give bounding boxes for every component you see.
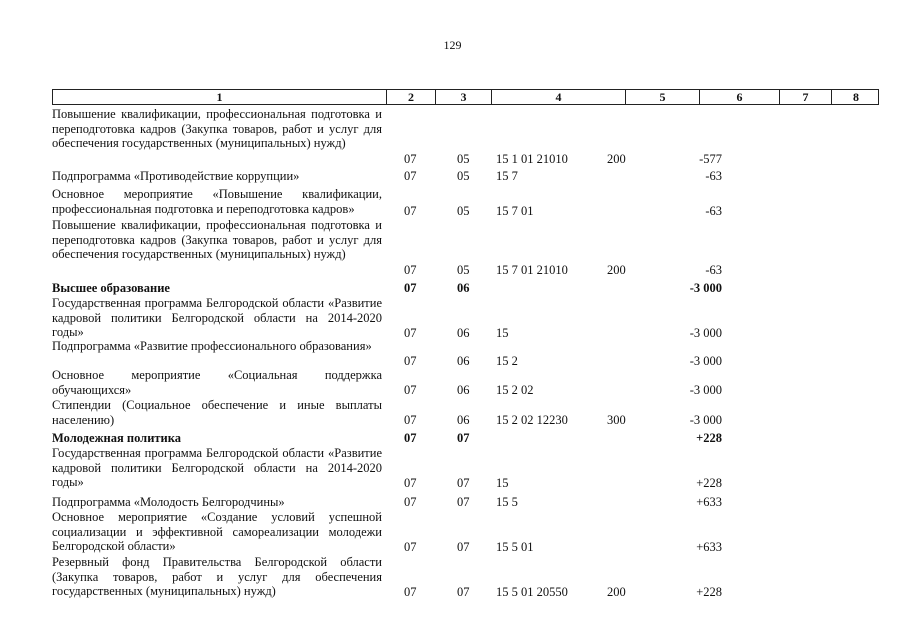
row-name: Основное мероприятие «Повышение квалификации, профессиональная подготовка и переподготовка кадров» [52,187,382,216]
row-section: 07 [404,326,417,341]
row-target-code: 15 5 01 20550 [496,585,568,600]
row-target-code: 15 2 02 [496,383,534,398]
row-section: 07 [404,204,417,219]
table-header-row [52,89,879,105]
row-amount: +228 [696,476,722,491]
header-col-8: 8 [853,90,859,104]
table-row [52,446,879,491]
row-subsection: 05 [457,204,470,219]
row-subsection: 06 [457,326,470,341]
table-row [52,510,879,555]
row-name: Повышение квалификации, профессиональная подготовка и переподготовка кадров (Закупка товаров, работ и услуг для обеспечения государственных (муниципальных) нужд) [52,218,382,262]
row-name: Стипендии (Социальное обеспечение и иные выплаты населению) [52,398,382,427]
row-subsection: 06 [457,413,470,428]
row-amount: +228 [696,585,722,600]
row-target-code: 15 1 01 21010 [496,152,568,167]
row-subsection: 05 [457,169,470,184]
row-target-code: 15 [496,326,509,341]
row-subsection: 07 [457,431,470,446]
header-col-5: 5 [626,90,700,104]
row-name: Повышение квалификации, профессиональная подготовка и переподготовка кадров (Закупка товаров, работ и услуг для обеспечения государственных (муниципальных) нужд) [52,107,382,151]
row-name: Резервный фонд Правительства Белгородской области (Закупка товаров, работ и услуг для обеспечения государственных (муниципальных) нужд) [52,555,382,599]
row-target-code: 15 7 01 21010 [496,263,568,278]
row-expense-type: 300 [607,413,626,428]
row-target-code: 15 7 01 [496,204,534,219]
header-col-4: 4 [492,90,626,104]
row-section: 07 [404,495,417,510]
row-amount: -63 [705,263,722,278]
row-target-code: 15 2 [496,354,518,369]
row-target-code: 15 5 01 [496,540,534,555]
row-target-code: 15 5 [496,495,518,510]
header-col-7: 7 [780,90,832,104]
row-amount: -3 000 [689,383,722,398]
row-section: 07 [404,413,417,428]
header-col-2: 2 [387,90,436,104]
row-name: Государственная программа Белгородской области «Развитие кадровой политики Белгородской области на 2014-2020 годы» [52,446,382,490]
row-section: 07 [404,431,417,446]
row-amount: +633 [696,495,722,510]
row-expense-type: 200 [607,585,626,600]
row-target-code: 15 [496,476,509,491]
row-section: 07 [404,152,417,167]
row-section: 07 [404,476,417,491]
row-subsection: 07 [457,495,470,510]
row-expense-type: 200 [607,152,626,167]
row-section: 07 [404,354,417,369]
row-subsection: 07 [457,476,470,491]
row-section: 07 [404,383,417,398]
table-row [52,169,879,184]
table-row [52,107,879,167]
header-col-1: 1 [53,90,387,104]
page-number: 129 [443,38,462,52]
row-name: Подпрограмма «Молодость Белгородчины» [52,495,285,509]
row-amount: -3 000 [689,281,722,296]
row-name: Подпрограмма «Развитие профессионального образования» [52,339,372,353]
row-name: Основное мероприятие «Создание условий успешной социализации и эффективной самореализации молодежи Белгородской области» [52,510,382,554]
header-col-3: 3 [436,90,492,104]
row-amount: -3 000 [689,413,722,428]
row-subsection: 07 [457,540,470,555]
row-subsection: 05 [457,263,470,278]
row-subsection: 06 [457,354,470,369]
row-target-code: 15 7 [496,169,518,184]
table-row [52,339,879,369]
row-subsection: 07 [457,585,470,600]
row-name: Молодежная политика [52,431,182,445]
row-name: Государственная программа Белгородской области «Развитие кадровой политики Белгородской области на 2014-2020 годы» [52,296,382,340]
table-row [52,218,879,278]
row-name: Основное мероприятие «Социальная поддержка обучающихся» [52,368,382,397]
row-amount: +633 [696,540,722,555]
header-col-6: 6 [700,90,780,104]
row-amount: -63 [705,169,722,184]
row-section: 07 [404,263,417,278]
row-subsection: 06 [457,281,470,296]
table-row [52,187,879,219]
table-row [52,431,879,446]
table-row [52,368,879,398]
table-row [52,555,879,600]
row-target-code: 15 2 02 12230 [496,413,568,428]
table-row [52,296,879,341]
row-amount: -63 [705,204,722,219]
row-subsection: 05 [457,152,470,167]
row-section: 07 [404,585,417,600]
row-amount: -3 000 [689,326,722,341]
row-subsection: 06 [457,383,470,398]
row-amount: -577 [699,152,722,167]
row-amount: +228 [696,431,722,446]
table-row [52,495,879,510]
row-amount: -3 000 [689,354,722,369]
row-section: 07 [404,281,417,296]
table-row [52,398,879,428]
row-name: Высшее образование [52,281,170,295]
row-section: 07 [404,169,417,184]
table-row [52,281,879,296]
row-expense-type: 200 [607,263,626,278]
row-section: 07 [404,540,417,555]
row-name: Подпрограмма «Противодействие коррупции» [52,169,300,183]
